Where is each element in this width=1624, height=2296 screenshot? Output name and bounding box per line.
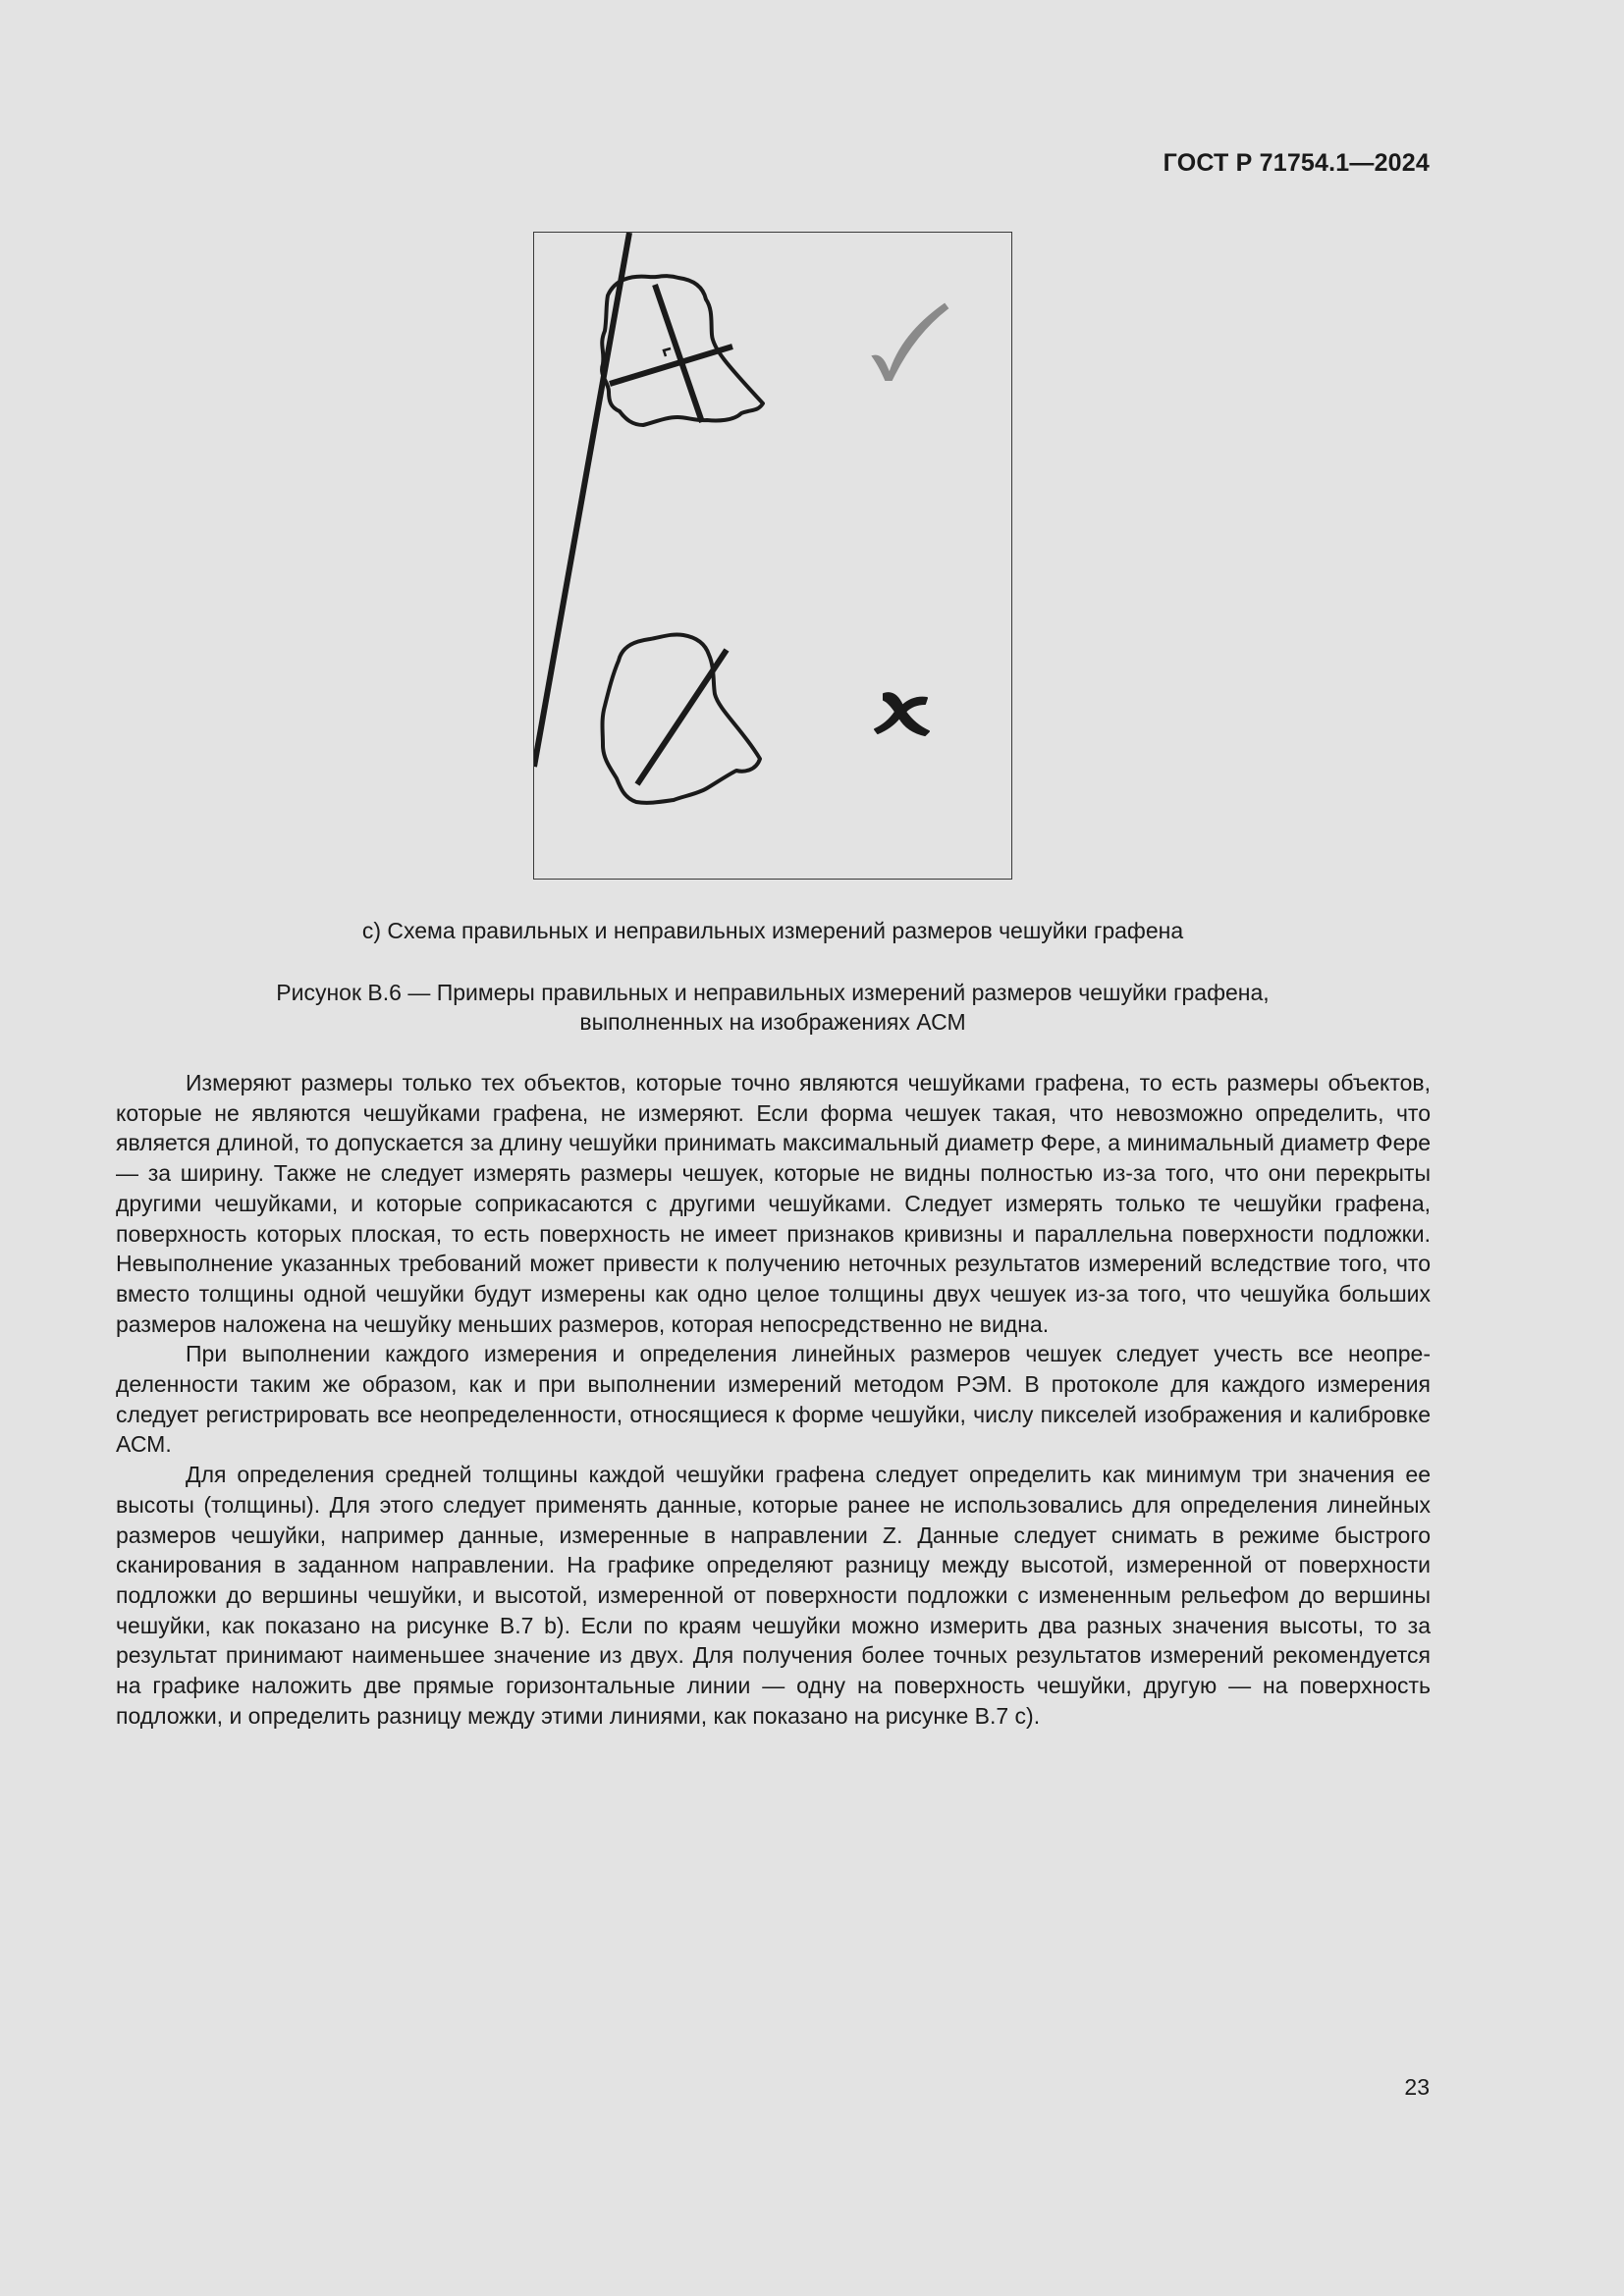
right-angle-marker [664, 348, 671, 356]
figure-subcaption: c) Схема правильных и неправильных измерений размеров чешуйки графена [361, 918, 1184, 943]
wrong-diagonal-line-2 [637, 650, 727, 784]
cross-mark-icon [875, 693, 929, 735]
measurement-line-length [655, 285, 702, 422]
paragraph: Измеряют размеры только тех объектов, которые точно являются чешуйками графена, то есть размеры объектов, которые не являются чешуйками графена, не измеряют. Если форма чешуек такая, что невозможно определить, что является длиной, то допускается за длину чешуйки принимать максимальный диаметр Фере, а минимальный диаметр Фере — за ширину. Также не следует измерять размеры чешуек, которые не видны полностью из-за того, что они перекрыты другими чешуйками, и которые соприкасаются с другими чешуйками. Следует измерять только те чешуйки графена, поверхность которых плоская, то есть поверхность не имеет признаков кривизны и параллельна поверхности подложки. Невыполнение указанных требований может привести к получению неточных результатов измерений вследствие того, что вместо толщины одной чешуйки будут измерены как одно целое толщины двух чешуек из-за того, что чешуйка больших размеров наложена на чешуйку меньших размеров, которая непосредственно не видна. [116, 1070, 1431, 1337]
checkmark-icon [873, 304, 947, 380]
paragraph: При выполнении каждого измерения и определения линейных размеров чешуек следует учесть все неопределенности таким же образом, как и при выполнении измерений методом РЭМ. В протоколе для каждого измерения следует регистрировать все неопределенности, относящиеся к форме чешуйки, числу пикселей изображения и калибровке АСМ. [116, 1341, 1431, 1458]
paragraph: Для определения средней толщины каждой чешуйки графена следует определить как минимум три значения ее высоты (толщины). Для этого следует применять данные, которые ранее не использовались для определения линейных размеров чешуйки, например данные, измеренные в направлении Z. Данные следует снимать в режиме быстрого сканирования в заданном направлении. На графике определяют разницу между высотой, измеренной от поверхности подложки до вершины чешуйки, и высотой, измеренной от поверхности подложки с измененным рельефом до вершины чешуйки, как показано на рисунке В.7 b). Если по краям чешуйки можно измерить два разных значения высоты, то за результат принимают наименьшее значение из двух. Для получения более точных результатов измерений рекомендуется на графике наложить две прямые горизонтальные линии — одну на поверхность чешуйки, другую — на поверхность подложки, и определить разницу между этими линиями, как показано на рисунке В.7 c). [116, 1462, 1431, 1729]
figure-frame [533, 232, 1012, 880]
wrong-diagonal-line-1 [534, 233, 629, 767]
figure-diagram [534, 233, 1013, 881]
figure-caption-line-1: Рисунок В.6 — Примеры правильных и неправильных измерений размеров чешуйки графена, [276, 980, 1270, 1005]
document-code: ГОСТ Р 71754.1—2024 [1163, 149, 1430, 177]
measurement-line-width [610, 347, 732, 384]
flake-correct-measurement [602, 276, 763, 425]
body-text [116, 1068, 1431, 1731]
flake-outline-correct [602, 276, 763, 425]
flake-incorrect-measurement [534, 233, 760, 803]
page-number: 23 [1404, 2074, 1430, 2100]
figure-caption [187, 978, 1359, 1037]
figure-caption-line-2: выполненных на изображениях АСМ [579, 1009, 966, 1035]
